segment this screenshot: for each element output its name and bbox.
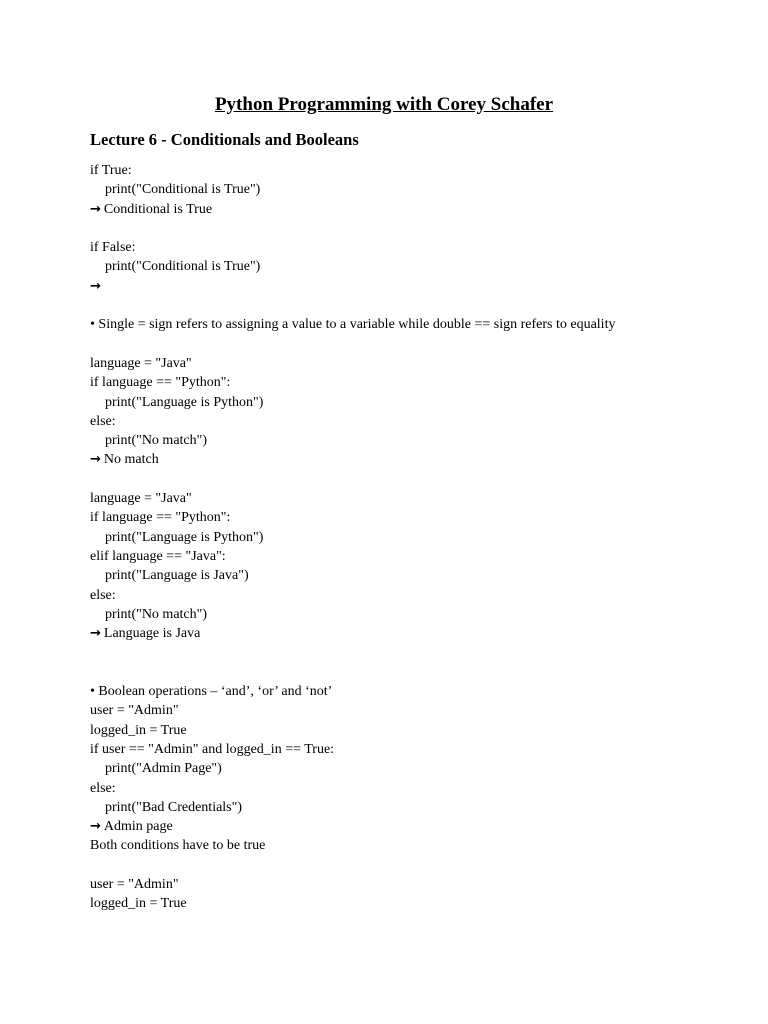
code-line	[90, 354, 750, 373]
arrow-right-icon: →	[90, 452, 101, 468]
blank-line	[90, 470, 750, 489]
code-text: else:	[90, 780, 116, 796]
arrow-right-icon: →	[90, 278, 101, 294]
bullet-icon: •	[90, 684, 95, 700]
code-text: if False:	[90, 240, 136, 256]
code-text: print("No match")	[105, 606, 208, 622]
code-text: elif language == "Java":	[90, 548, 226, 564]
code-text: print("Bad Credentials")	[105, 799, 243, 815]
code-line-indented	[90, 180, 750, 199]
code-line-indented	[90, 257, 750, 276]
code-text: logged_in = True	[90, 722, 187, 738]
code-line	[90, 875, 750, 894]
code-text: print("No match")	[105, 433, 208, 449]
code-text: Both conditions have to be true	[90, 838, 266, 854]
bullet-note	[90, 315, 750, 334]
code-line	[90, 701, 750, 720]
bullet-icon: •	[90, 317, 95, 333]
code-text: language = "Java"	[90, 355, 192, 371]
code-line	[90, 779, 750, 798]
blank-line	[90, 219, 750, 238]
code-line-indented	[90, 431, 750, 450]
code-text: print("Language is Python")	[105, 394, 264, 410]
code-line-indented	[90, 759, 750, 778]
output-line	[90, 624, 750, 643]
code-line	[90, 894, 750, 913]
output-text: No match	[103, 452, 159, 468]
code-line-indented	[90, 393, 750, 412]
code-text: if language == "Python":	[90, 375, 231, 391]
blank-line	[90, 296, 750, 315]
blank-line	[90, 643, 750, 662]
arrow-right-icon: →	[90, 626, 101, 642]
code-line-indented	[90, 605, 750, 624]
code-line	[90, 547, 750, 566]
bullet-note	[90, 682, 750, 701]
output-text: Language is Java	[103, 626, 201, 642]
output-text: Admin page	[103, 819, 173, 835]
code-line	[90, 238, 750, 257]
lecture-heading: Lecture 6 - Conditionals and Booleans	[90, 130, 359, 149]
blank-line	[90, 663, 750, 682]
code-text: user = "Admin"	[90, 703, 179, 719]
arrow-right-icon: →	[90, 201, 101, 217]
bullet-text: Single = sign refers to assigning a value to a variable while double == sign refers to equality	[98, 317, 616, 333]
code-line	[90, 412, 750, 431]
code-line-indented	[90, 528, 750, 547]
code-line	[90, 508, 750, 527]
output-line	[90, 817, 750, 836]
code-line	[90, 586, 750, 605]
blank-line	[90, 335, 750, 354]
arrow-right-icon: →	[90, 819, 101, 835]
code-text: else:	[90, 587, 116, 603]
code-text: print("Language is Python")	[105, 529, 264, 545]
code-text: print("Admin Page")	[105, 761, 222, 777]
document-title: Python Programming with Corey Schafer	[214, 94, 554, 115]
bullet-text: Boolean operations – ‘and’, ‘or’ and ‘not’	[98, 684, 333, 700]
code-text: if user == "Admin" and logged_in == True:	[90, 741, 335, 757]
code-line-indented	[90, 798, 750, 817]
code-text: if language == "Python":	[90, 510, 231, 526]
code-line	[90, 721, 750, 740]
output-line	[90, 200, 750, 219]
code-text: else:	[90, 413, 116, 429]
blank-line	[90, 856, 750, 875]
code-text: if True:	[90, 163, 132, 178]
output-text: Conditional is True	[103, 201, 213, 217]
code-line	[90, 161, 750, 180]
code-line	[90, 489, 750, 508]
output-line	[90, 277, 750, 296]
code-line	[90, 373, 750, 392]
code-line-indented	[90, 566, 750, 585]
code-text: print("Language is Java")	[105, 568, 249, 584]
lecture-notes-body	[90, 161, 750, 914]
code-text: logged_in = True	[90, 896, 187, 912]
code-text: language = "Java"	[90, 491, 192, 507]
code-line	[90, 836, 750, 855]
code-text: user = "Admin"	[90, 876, 179, 892]
output-line	[90, 450, 750, 469]
code-line	[90, 740, 750, 759]
code-text: print("Conditional is True")	[105, 259, 261, 275]
code-text: print("Conditional is True")	[105, 182, 261, 198]
